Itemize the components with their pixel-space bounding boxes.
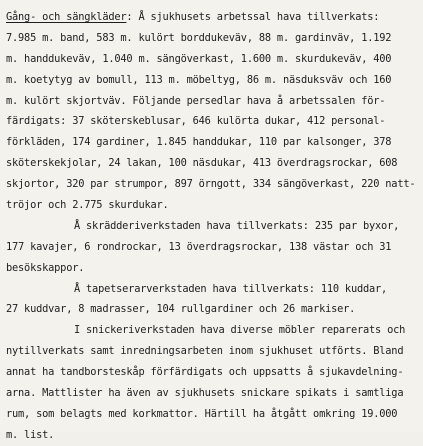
text-line — [6, 362, 419, 383]
document-body — [6, 7, 419, 446]
line-text: tröjor och 2.775 skurdukar. — [6, 199, 169, 212]
text-line — [6, 153, 419, 174]
line-text: : Å sjukhusets arbetssal hava tillverkats: — [126, 11, 380, 23]
line-text: besökskappor. — [6, 261, 85, 274]
line-text: m. kulört skjortväv. Följande persedlar hava å arbetssalen för- — [6, 94, 386, 107]
text-line — [6, 383, 419, 404]
line-text: färdigats: 37 sköterskeblusar, 646 kulörta dukar, 412 personal- — [6, 115, 386, 128]
text-line — [6, 91, 419, 112]
text-line — [6, 195, 419, 216]
line-text: 177 kavajer, 6 rondrockar, 13 överdragsrockar, 138 västar och 31 — [6, 240, 392, 253]
line-text: förkläden, 174 gardiner, 1.845 handdukar, 110 par kalsonger, 378 — [6, 136, 392, 149]
text-line — [6, 132, 419, 153]
line-text: skjortor, 320 par strumpor, 897 örngott, 334 sängöverkast, 220 natt- — [6, 178, 416, 191]
line-text: m. handdukeväv, 1.040 m. sängöverkast, 1.600 m. skurdukeväv, 400 — [6, 52, 392, 65]
line-text: nytillverkats samt inredningsarbeten inom sjukhuset utförts. Bland — [6, 345, 404, 358]
line-text: 7.985 m. band, 583 m. kulört borddukeväv, 88 m. gardinväv, 1.192 — [6, 31, 392, 44]
paragraph-4 — [6, 320, 419, 445]
line-text: m. list. — [6, 428, 55, 441]
text-line — [6, 216, 419, 237]
text-line — [6, 425, 419, 446]
section-heading: Gång- och sängkläder — [6, 11, 127, 23]
line-text: 27 kuddvar, 8 madrasser, 104 rullgardiner och 26 markiser. — [6, 303, 356, 316]
text-line — [6, 258, 419, 279]
text-line — [6, 49, 419, 70]
text-line — [6, 7, 419, 28]
line-text: Å skrädderiverkstaden hava tillverkats: 235 par byxor, — [74, 219, 400, 232]
paragraph-1 — [6, 7, 419, 216]
text-line — [6, 279, 419, 300]
text-line — [6, 111, 419, 132]
text-line — [6, 70, 419, 91]
line-text: annat ha tandborsteskåp förfärdigats och uppsatts å sjukavdelning- — [6, 366, 404, 379]
line-text: arna. Mattlister ha även av sjukhusets snickare spikats i samtliga — [6, 387, 404, 400]
paragraph-3 — [6, 279, 419, 321]
line-text: m. koetytyg av bomull, 113 m. möbeltyg, 86 m. näsduksväv och 160 — [6, 73, 392, 86]
line-text: Å tapetserarverkstaden hava tillverkats: 110 kuddar, — [74, 282, 388, 295]
line-text: rum, som belagts med korkmattor. Härtill ha åtgått omkring 19.000 — [6, 407, 398, 420]
text-line — [6, 320, 419, 341]
text-line — [6, 404, 419, 425]
line-text: sköterskekjolar, 24 lakan, 100 näsdukar, 413 överdragsrockar, 608 — [6, 157, 398, 170]
text-line — [6, 237, 419, 258]
line-text: I snickeriverkstaden hava diverse möbler reparerats och — [74, 324, 406, 337]
text-line — [6, 299, 419, 320]
paragraph-2 — [6, 216, 419, 279]
text-line — [6, 174, 419, 195]
text-line — [6, 341, 419, 362]
text-line — [6, 28, 419, 49]
